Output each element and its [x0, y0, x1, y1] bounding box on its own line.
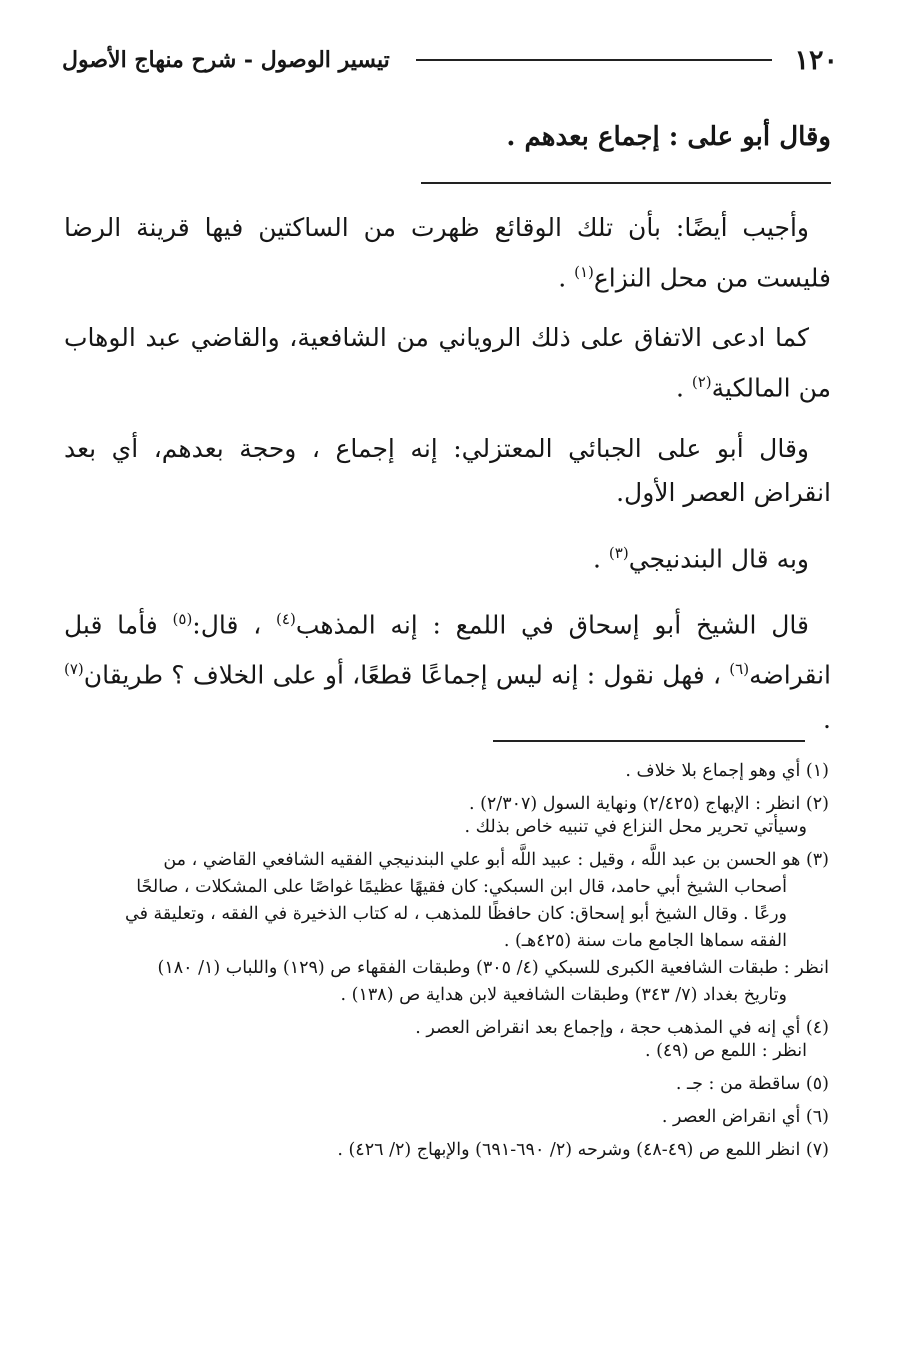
- paragraph-4: وبه قال البندنيجي$^{(٣)}$ .: [593, 543, 809, 573]
- page-number: ١٢٠: [794, 44, 838, 76]
- paragraph-3: وقال أبو على الجبائي المعتزلي: إنه إجماع ، وحجة بعدهم، أي بعد انقراض العصر الأول.: [64, 433, 831, 507]
- footnote-ref-4[interactable]: (٤): [276, 609, 296, 628]
- footnote-1: (١) أي وهو إجماع بلا خلاف .: [625, 761, 829, 781]
- lead-rule: [421, 182, 831, 184]
- footnote-3-sources: انظر : طبقات الشافعية الكبرى للسبكي (٤/ ٣٠٥) وطبقات الفقهاء ص (١٢٩) واللباب (١/ ١٨٠): [157, 958, 829, 978]
- paragraph-2: كما ادعى الاتفاق على ذلك الروياني من الشافعية، والقاضي عبد الوهاب من المالكية$^{(٢)}$ .: [64, 323, 831, 403]
- footnote-2: (٢) انظر : الإبهاج (٢/٤٢٥) ونهاية السول (٢/٣٠٧) . وسيأتي تحرير محل النزاع في تنبيه خاص بذلك .: [66, 791, 829, 841]
- main-text: [64, 112, 831, 758]
- footnote-ref-5[interactable]: (٥): [172, 609, 193, 628]
- footnote-ref-3[interactable]: (٣): [608, 543, 629, 562]
- paragraph-1: وأجيب أيضًا: بأن تلك الوقائع ظهرت من الساكتين فيها قرينة الرضا فليست من محل النزاع$^{(١)}$ .: [64, 213, 831, 293]
- footnote-4-note: انظر : اللمع ص (٤٩) .: [644, 1041, 807, 1061]
- paragraph-5: قال الشيخ أبو إسحاق في اللمع : إنه المذهب$^{(٤)}$ ، قال:$^{(٥)}$ فأما قبل انقراضه$^{(٦)}$ ، فهل نقول : إنه ليس إجماعًا قطعًا، أو على الخلاف ؟ طريقان$^{(٧)}$ .: [64, 609, 831, 734]
- page-header: [62, 40, 838, 80]
- footnote-ref-7[interactable]: (٧): [64, 660, 84, 679]
- footnotes: [66, 758, 829, 1170]
- footnote-2-note: وسيأتي تحرير محل النزاع في تنبيه خاص بذلك .: [464, 817, 807, 837]
- footnote-6: (٦) أي انقراض العصر .: [661, 1107, 829, 1127]
- book-title: تيسير الوصول - شرح منهاج الأصول: [62, 47, 390, 73]
- footnote-ref-6[interactable]: (٦): [729, 660, 750, 679]
- footnote-7: (٧) انظر اللمع ص (٤٩-٤٨) وشرحه (٢/ ٦٩٠-٦٩١) والإبهاج (٢/ ٤٢٦) .: [337, 1140, 829, 1160]
- footnote-ref-2[interactable]: (٢): [691, 373, 712, 392]
- footnote-5: (٥) ساقطة من : جـ .: [675, 1074, 829, 1094]
- footnote-3: (٣) هو الحسن بن عبد اللَّه ، وقيل : عبيد اللَّه أبو علي البندنيجي الفقيه الشافعي القاضي ، من أصحاب الشيخ أبي حامد، قال ابن السبكي: كان فقيهًا عظيمًا غواصًا على المشكلات ، صالحًا ورعًا . وقال الشيخ أبو إسحاق: كان حافظًا للمذهب ، له كتاب الذخيرة في الفقه ، وتعليقة في الفقه سماها الجامع مات سنة (٤٢٥هـ) . انظر : طبقات الشافعية الكبرى للسبكي (٤/ ٣٠٥) وطبقات الفقهاء ص (١٢٩) واللباب (١/ ١٨٠) وتاريخ بغداد (٧/ ٣٤٣) وطبقات الشافعية لابن هداية ص (١٣٨) .: [66, 847, 829, 1009]
- footnote-rule: [493, 740, 805, 742]
- footnote-4: (٤) أي إنه في المذهب حجة ، وإجماع بعد انقراض العصر . انظر : اللمع ص (٤٩) .: [66, 1015, 829, 1065]
- header-rule: [416, 59, 773, 61]
- lead-line: وقال أبو على : إجماع بعدهم .: [506, 122, 831, 152]
- footnote-ref-1[interactable]: (١): [574, 263, 594, 281]
